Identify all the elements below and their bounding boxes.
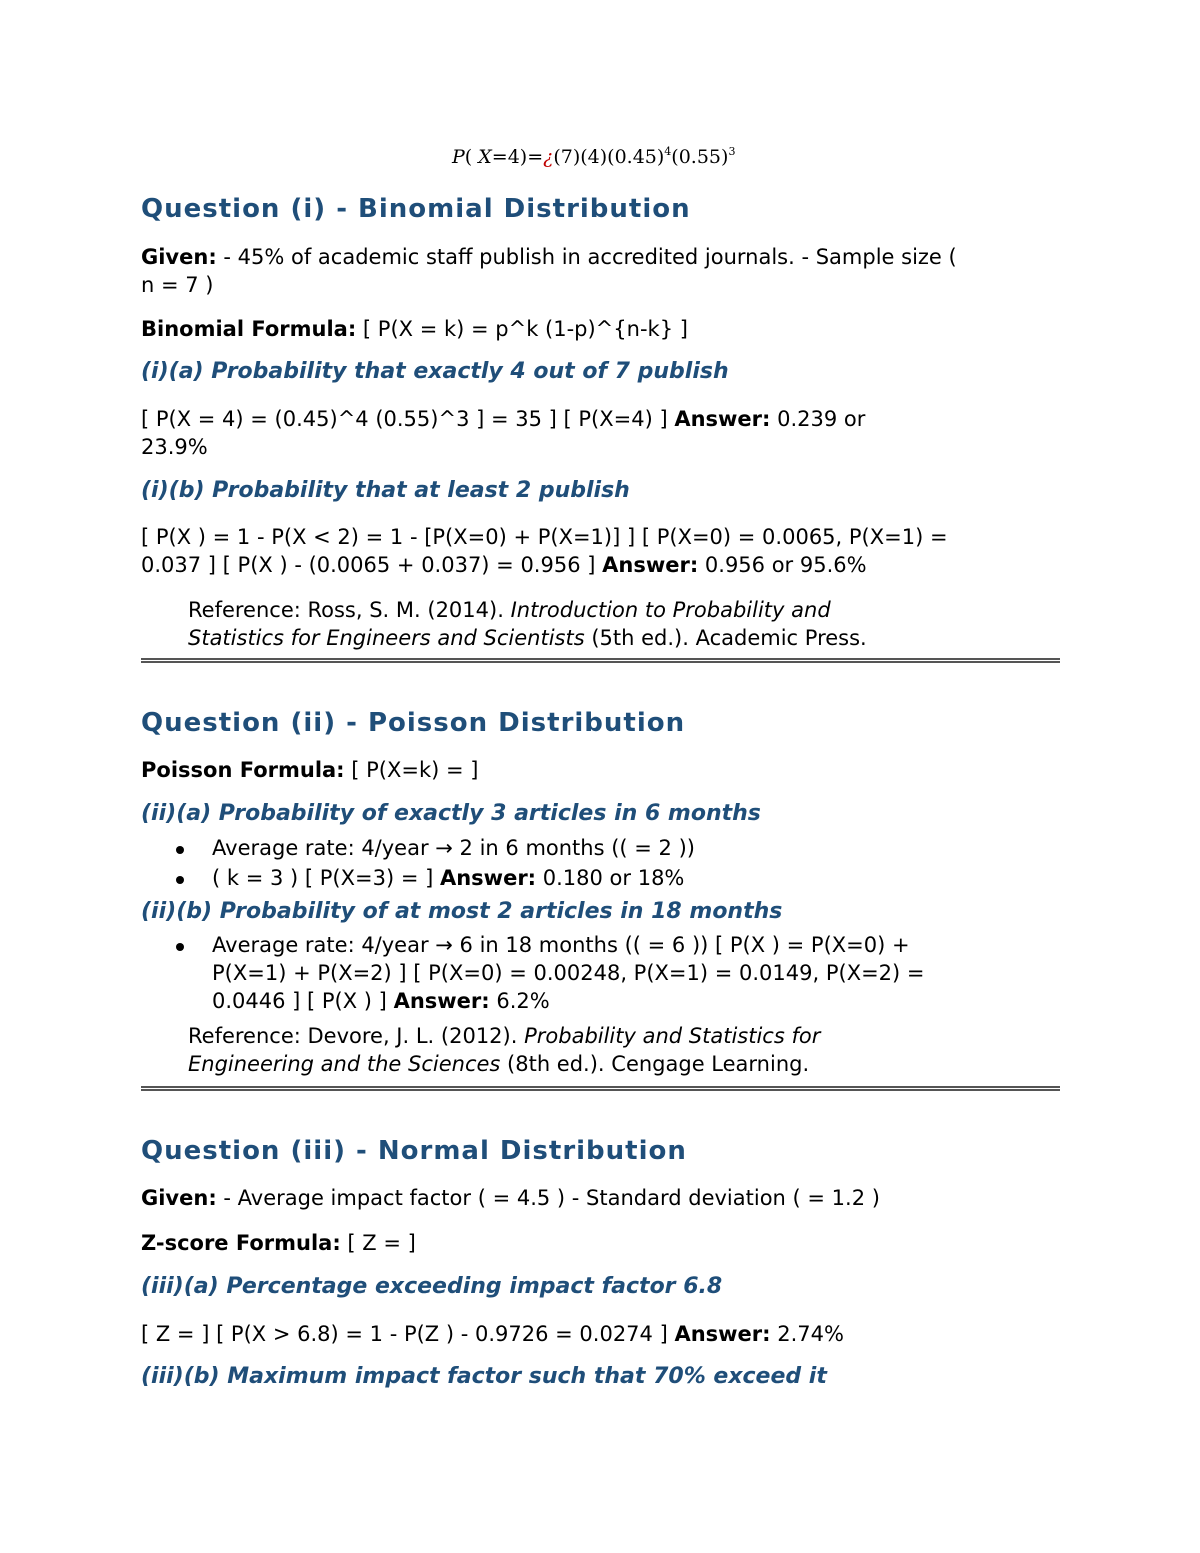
q2a-calc: ( k = 3 ) [ P(X=3) = ] [212, 866, 434, 890]
formula-exp2: 3 [728, 145, 736, 158]
bullet-dot [176, 943, 184, 951]
q2a-answer-label: Answer: [439, 866, 537, 890]
q2a-bullet2 [212, 864, 684, 892]
q1a-calc: [ P(X = 4) = (0.45)^4 (0.55)^3 ] = 35 ] [ P(X=4) ] [141, 407, 668, 431]
q1-ref-prefix: Reference: Ross, S. M. (2014). [188, 598, 511, 622]
q1a-heading: (i)(a) Probability that exactly 4 out of 7 publish [141, 359, 729, 384]
q2b-bullet-line1: Average rate: 4/year → 6 in 18 months (( = 6 )) [ P(X ) = P(X=0) + [212, 933, 910, 957]
q1b-calc: 0.037 ] [ P(X ) - (0.0065 + 0.037) = 0.956 ] [141, 553, 596, 577]
q3-heading: Question (iii) - Normal Distribution [141, 1136, 687, 1166]
q2b-answer-value: 6.2% [489, 989, 550, 1013]
q1-ref-title2: Statistics for Engineers and Scientists [188, 626, 585, 650]
q2-formula-text: [ P(X=k) = ] [344, 758, 479, 782]
section-divider [141, 1086, 1060, 1091]
q1b-line2 [141, 551, 867, 579]
q3-formula-text: [ Z = ] [340, 1231, 416, 1255]
q3-given-label: Given: [141, 1186, 217, 1210]
q2-reference-line1 [188, 1022, 820, 1050]
formula-eq: =4)= [491, 146, 544, 168]
section-divider [141, 658, 1060, 663]
q1-given-text: - 45% of academic staff publish in accredited journals. - Sample size ( [216, 245, 957, 269]
q1-reference-line1 [188, 596, 831, 624]
q1-formula [141, 315, 688, 343]
q1b-answer-value: 0.956 or 95.6% [698, 553, 867, 577]
q2-ref-prefix: Reference: Devore, J. L. (2012). [188, 1024, 525, 1048]
formula-p: P [452, 146, 465, 168]
formula-open: ( [464, 146, 473, 168]
q1-ref-title1: Introduction to Probability and [510, 598, 831, 622]
q2-ref-title1: Probability and Statistics for [524, 1024, 821, 1048]
q2-formula-label: Poisson Formula: [141, 758, 345, 782]
q2-ref-suffix: (8th ed.). Cengage Learning. [500, 1052, 810, 1076]
formula-error-mark: ¿ [543, 146, 554, 168]
q3-formula [141, 1229, 416, 1257]
formula-rest2: (0.55) [671, 146, 729, 168]
q1a-answer-label: Answer: [674, 407, 771, 431]
bullet-dot [176, 846, 184, 854]
q3-formula-label: Z-score Formula: [141, 1231, 341, 1255]
q1-given-line2: n = 7 ) [141, 273, 214, 297]
q3a-line [141, 1320, 844, 1348]
formula-exp1: 4 [664, 145, 672, 158]
q1b-answer-label: Answer: [602, 553, 699, 577]
q1a-line1 [141, 405, 865, 433]
q1b-heading: (i)(b) Probability that at least 2 publish [141, 478, 630, 503]
q1-reference-line2 [188, 624, 867, 652]
q3-given-text: - Average impact factor ( = 4.5 ) - Standard deviation ( = 1.2 ) [216, 1186, 880, 1210]
q1a-answer-value: 0.239 or [770, 407, 866, 431]
q2a-bullet1: Average rate: 4/year → 2 in 6 months (( = 2 )) [212, 836, 695, 860]
q1-heading: Question (i) - Binomial Distribution [141, 194, 691, 224]
q1-formula-label: Binomial Formula: [141, 317, 357, 341]
q3a-heading: (iii)(a) Percentage exceeding impact factor 6.8 [141, 1274, 723, 1299]
formula-rest: (7)(4)(0.45) [553, 146, 665, 168]
q2-reference-line2 [188, 1050, 809, 1078]
q3a-answer-label: Answer: [674, 1322, 771, 1346]
q2b-bullet-line2: P(X=1) + P(X=2) ] [ P(X=0) = 0.00248, P(X=1) = 0.0149, P(X=2) = [212, 961, 925, 985]
q2b-heading: (ii)(b) Probability of at most 2 articles in 18 months [141, 899, 783, 924]
bullet-dot [176, 876, 184, 884]
q1a-line2: 23.9% [141, 435, 208, 459]
q1-given-line1 [141, 243, 957, 271]
q2-heading: Question (ii) - Poisson Distribution [141, 708, 686, 738]
q2-formula [141, 756, 478, 784]
q1b-line1: [ P(X ) = 1 - P(X < 2) = 1 - [P(X=0) + P(X=1)] ] [ P(X=0) = 0.0065, P(X=1) = [141, 525, 948, 549]
q2a-answer-value: 0.180 or 18% [536, 866, 685, 890]
formula-x: X [478, 146, 492, 168]
q1-ref-suffix: (5th ed.). Academic Press. [584, 626, 867, 650]
q1-formula-text: [ P(X = k) = p^k (1-p)^{n-k} ] [356, 317, 688, 341]
q2a-heading: (ii)(a) Probability of exactly 3 articles in 6 months [141, 801, 761, 826]
q3a-answer-value: 2.74% [770, 1322, 844, 1346]
q2-ref-title2: Engineering and the Sciences [188, 1052, 501, 1076]
q2b-bullet-line3 [212, 987, 550, 1015]
q2b-calc: 0.0446 ] [ P(X ) ] [212, 989, 387, 1013]
q3b-heading: (iii)(b) Maximum impact factor such that 70% exceed it [141, 1364, 827, 1389]
q2b-answer-label: Answer: [393, 989, 490, 1013]
q1-given-label: Given: [141, 245, 217, 269]
q3-given [141, 1184, 880, 1212]
q3a-calc: [ Z = ] [ P(X > 6.8) = 1 - P(Z ) - 0.9726 = 0.0274 ] [141, 1322, 668, 1346]
top-formula [452, 145, 735, 168]
